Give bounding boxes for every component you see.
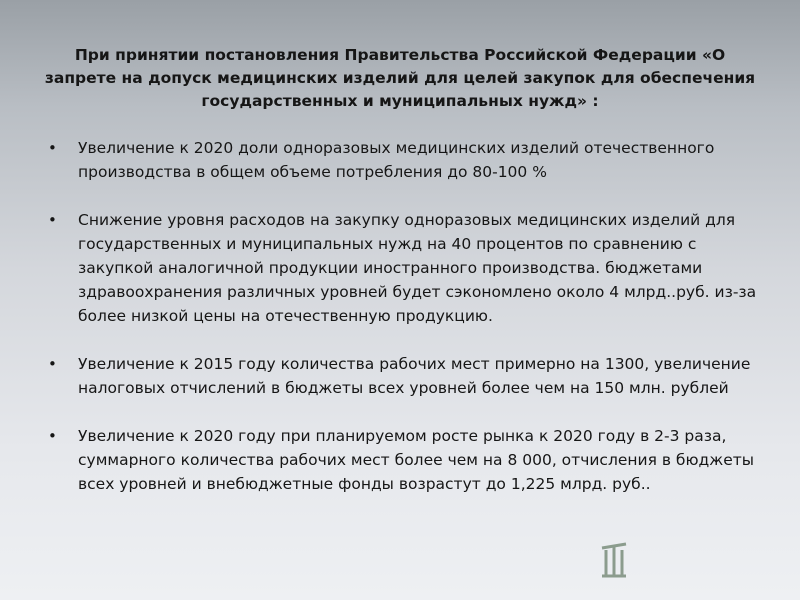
- watermark-logo: [600, 540, 770, 580]
- list-item: [48, 208, 764, 328]
- list-item: [48, 424, 764, 496]
- company-logo-icon: [600, 540, 636, 580]
- bullet-text: Увеличение к 2015 году количества рабочих мест примерно на 1300, увеличение налоговых отчислений в бюджеты всех уровней более чем на 150 млн. рублей: [78, 355, 751, 397]
- bullet-icon: •: [48, 427, 57, 445]
- list-item: [48, 136, 764, 184]
- bullet-icon: •: [48, 211, 57, 229]
- slide-title: При принятии постановления Правительства Российской Федерации «О запрете на допуск медицинских изделий для целей закупок для обеспечения государственных и муниципальных нужд» :: [44, 46, 756, 110]
- list-item: [48, 352, 764, 400]
- bullet-text: Снижение уровня расходов на закупку одноразовых медицинских изделий для государственных и муниципальных нужд на 40 процентов по сравнению с закупкой аналогичной продукции иностранного производства. бюджетами здравоохранения различных уровней будет сэкономлено около 4 млрд..руб. из-за более низкой цены на отечественную продукцию.: [78, 211, 757, 325]
- bullet-icon: •: [48, 139, 57, 157]
- bullet-text: Увеличение к 2020 доли одноразовых медицинских изделий отечественного производства в общем объеме потребления до 80-100 %: [78, 139, 715, 181]
- bullet-text: Увеличение к 2020 году при планируемом росте рынка к 2020 году в 2-3 раза, суммарного количества рабочих мест более чем на 8 000, отчисления в бюджеты всех уровней и внебюджетные фонды возрастут до 1,225 млрд. руб..: [78, 427, 755, 493]
- bullet-icon: •: [48, 355, 57, 373]
- bullet-list: [48, 136, 764, 520]
